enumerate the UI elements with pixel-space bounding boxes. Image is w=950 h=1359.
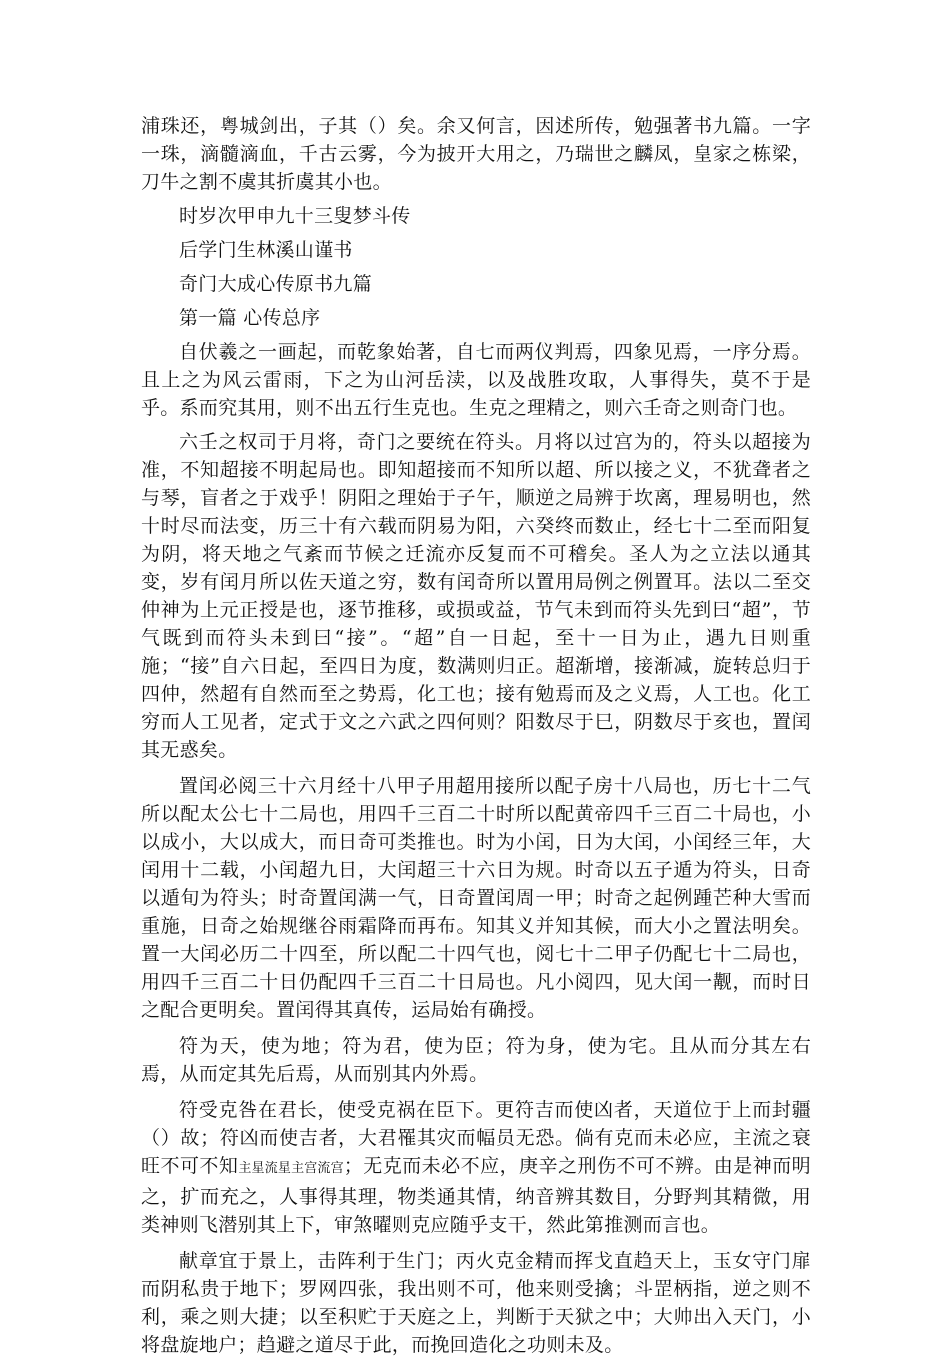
inline-annotation: 主星流星主宫流宫: [238, 1161, 344, 1176]
chapter-heading: 第一篇 心传总序: [179, 307, 321, 329]
paragraph-fuxi: 自伏羲之一画起，而乾象始著，自七而两仪判焉，四象见焉，一序分焉。且上之为风云雷雨，下之为山河岳渎，以及战胜攻取，人事得失，莫不于是乎。系而究其用，则不出五行生克也。生克之理精之，则六壬奇之则奇门也。: [141, 341, 811, 419]
paragraph-zhirun: 置闰必阅三十六月经十八甲子用超用接所以配子房十八局也，历七十二气所以配太公七十二局也，用四千三百二十时所以配黄帝四千三百二十局也，小以成小，大以成大，而日奇可类推也。时为小闰，日为大闰，小闰经三年，大闰用十二载，小闰超九日，大闰超三十六日为规。时奇以五子遁为符头，日奇以遁旬为符头；时奇置闰满一气，日奇置闰周一甲；时奇之起例踵芒种大雪而重施，日奇之始规继谷雨霜降而再布。知其义并知其候，而大小之置法明矣。置一大闰必历二十四至，所以配二十四气也，阅七十二甲子仍配七十二局也，用四千三百二十日仍配四千三百二十日局也。凡小阅四，见大闰一觏，而时日之配合更明矣。置闰得其真传，运局始有确授。: [141, 775, 811, 1021]
signature-line: 时岁次甲申九十三叟梦斗传: [179, 205, 411, 227]
scribe-line: 后学门生林溪山谨书: [179, 239, 353, 261]
document-page: [141, 112, 811, 1359]
paragraph-preface-end: 浦珠还，粤城剑出，子其（）矣。余又何言，因述所传，勉强著书九篇。一字一珠，滴髓滴血，千古云雾，今为披开大用之，乃瑞世之麟凤，皇家之栋梁，刀牛之割不虞其折虞其小也。: [141, 115, 811, 193]
book-title: 奇门大成心传原书九篇: [179, 273, 373, 295]
paragraph-fushouke: [141, 1096, 811, 1239]
paragraph-liuren: 六壬之权司于月将，奇门之要统在符头。月将以过宫为的，符头以超接为准，不知超接不明起局也。即知超接而不知所以超、所以接之义，不犹聋者之与琴，盲者之于戏乎！阴阳之理始于子午，顺逆之局辨于坎离，理易明也，然十时尽而法变，历三十有六载而阴易为阳，六癸终而数止，经七十二至而阳复为阴，将天地之气紊而节候之迁流亦反复而不可稽矣。圣人为之立法以通其变，岁有闰月所以佐天道之穷，数有闰奇所以置用局例之例置耳。法以二至交仲神为上元正授是也，逐节推移，或损或益，节气未到而符头先到曰“超”，节气既到而符头未到曰“接”。“超”自一日起，至十一日为止，遇九日则重施；“接”自六日起，至四日为度，数满则归正。超渐增，接渐减，旋转总归于四仲，然超有自然而至之势焉，化工也；接有勉焉而及之义焉，人工也。化工穷而人工见者，定式于文之六武之四何则？阳数尽于巳，阴数尽于亥也，置闰其无惑矣。: [141, 431, 811, 761]
paragraph-fushouke-part2: ；无克而未必不应，庚辛之刑伤不可不辨。由是神而明之，扩而充之，人事得其理，物类通其情，纳音辨其数目，分野判其精微，用类神则飞潜别其上下，审煞曜则克应随乎支干，然此第推测而言也。: [141, 1155, 811, 1236]
paragraph-fuwei: 符为天，使为地；符为君，使为臣；符为身，使为宅。且从而分其左右焉，从而定其先后焉，从而别其内外焉。: [141, 1035, 811, 1085]
paragraph-fushouke-part1: 符受克咎在君长，使受克祸在臣下。更符吉而使凶者，天道位于上而封疆（）故；符凶而使吉者，大君罹其灾而幅员无恐。倘有克而未必应，主流之衰旺不可不知: [141, 1099, 811, 1177]
paragraph-xianzhang: 献章宜于景上，击阵利于生门；丙火克金精而挥戈直趋天上，玉女守门扉而阴私贵于地下；罗网四张，我出则不可，他来则受擒；斗罡柄指，逆之则不利，乘之则大捷；以至积贮于天庭之上，判断于天狱之中；大帅出入天门，小将盘旋地户；趋避之道尽于此，而挽回造化之功则未及。: [141, 1250, 811, 1356]
